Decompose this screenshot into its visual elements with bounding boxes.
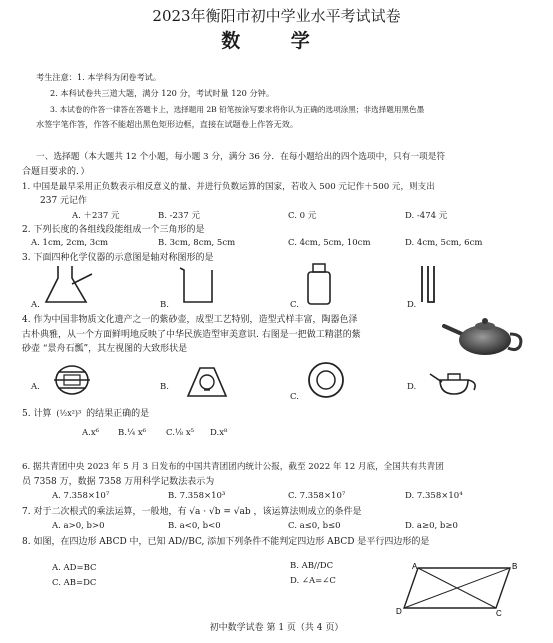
q8-option-d: D. ∠A=∠C	[290, 576, 336, 586]
q2-option-b: B. 3cm, 8cm, 5cm	[158, 238, 236, 248]
q8-option-b: B. AB//DC	[290, 561, 334, 571]
q3-label-b: B.	[160, 300, 169, 310]
q5-stem-expr: (½x²)³	[56, 409, 82, 418]
q7-stem: 7. 对于二次根式的乘法运算，一般地，有 √a · √b = √ab ，该运算法则成立的条件是	[22, 507, 362, 517]
q8-stem: 8. 如图，在四边形 ABCD 中，已知 AD//BC, 添加下列条件不能判定四边形 ABCD 是平行四边形的是	[22, 537, 430, 547]
q3-label-a: A.	[31, 300, 40, 310]
q5-stem-pre: 5. 计算	[22, 409, 52, 419]
q1-option-c: C. 0 元	[288, 211, 317, 221]
q2-stem: 2. 下列长度的各组线段能组成一个三角形的是	[22, 225, 205, 235]
q3-label-d: D.	[407, 300, 417, 310]
q3-label-c: C.	[290, 300, 299, 310]
q7-option-b: B. a<0, b<0	[168, 521, 221, 531]
q5-option-b: B.¼ x⁶	[118, 428, 147, 438]
q1-option-d: D. -474 元	[405, 211, 448, 221]
subject-title: 数 学	[221, 30, 332, 52]
q6-option-b: B. 7.358×10³	[168, 491, 226, 501]
q1-stem-a: 1. 中国是最早采用正负数表示相反意义的量、并进行负数运算的国家，若收入 500 元记作＋500 元，则支出	[22, 182, 435, 192]
q3-jar-figure	[304, 262, 334, 308]
q4-label-d: D.	[407, 382, 417, 392]
q6-stem-a: 6. 据共青团中央 2023 年 5 月 3 日发布的中国共青团团内统计公报，截至 2022 年 12 月底，全国共有共青团	[22, 462, 444, 472]
q6-stem-b: 员 7358 万，数据 7358 万用科学记数法表示为	[22, 477, 215, 487]
section-heading-a: 一、选择题（本大题共 12 个小题，每小题 3 分，满分 36 分．在每小题给出的四个选项中，只有一项是符	[36, 152, 446, 162]
q4-option-a-figure	[50, 362, 94, 398]
teapot-photo	[440, 310, 530, 360]
q2-option-c: C. 4cm, 5cm, 10cm	[288, 238, 371, 248]
exam-title: 2023年衡阳市初中学业水平考试试卷	[152, 7, 401, 25]
q7-option-a: A. a>0, b>0	[52, 521, 105, 531]
q6-option-d: D. 7.358×10⁴	[405, 491, 463, 501]
q5-stem-post: 的结果正确的是	[86, 409, 150, 419]
q3-beaker-figure	[178, 264, 218, 308]
q7-option-c: C. a≤0, b≤0	[288, 521, 341, 531]
q2-option-a: A. 1cm, 2cm, 3cm	[31, 238, 109, 248]
q3-tube-figure	[420, 264, 440, 304]
q4-option-c-figure	[306, 360, 346, 400]
q4-stem-a: 4. 作为中国非物质文化遗产之一的紫砂壶，成型工艺特别，造型式样丰富，陶器色泽	[22, 315, 358, 325]
q8-fig-label-b: B	[512, 562, 518, 571]
q1-option-b: B. -237 元	[158, 211, 200, 221]
q5-option-a: A.x⁶	[82, 428, 100, 438]
q4-label-a: A.	[31, 382, 40, 392]
q4-stem-c: 砂壶 “景舟石瓢”，其左视图的大致形状是	[22, 344, 188, 354]
note-3a: 3. 本试卷的作答一律答在答题卡上，选择题用 2B 铅笔按涂写要求将你认为正确的选项涂黑；非选择题用黑色墨	[50, 105, 425, 114]
q8-option-c: C. AB=DC	[52, 578, 97, 588]
q8-fig-label-a: A	[412, 562, 418, 571]
q4-stem-b: 古朴典雅，从一个方面鲜明地反映了中华民族造型审美意识. 右图是一把做工精湛的紫	[22, 330, 361, 340]
q6-option-c: C. 7.358×10⁷	[288, 491, 346, 501]
q8-fig-label-c: C	[496, 609, 502, 618]
q4-label-c: C.	[290, 392, 299, 402]
q5-option-c: C.⅛ x⁵	[166, 428, 195, 438]
q4-option-d-figure	[428, 364, 482, 398]
q8-quadrilateral-figure	[398, 560, 528, 616]
q1-stem-b: 237 元记作	[40, 196, 88, 206]
q3-stem: 3. 下面四种化学仪器的示意图是轴对称图形的是	[22, 253, 214, 263]
q8-fig-label-d: D	[396, 607, 402, 616]
note-intro: 考生注意：1. 本学科为闭卷考试。	[36, 72, 162, 82]
note-2: 2. 本科试卷共三道大题，满分 120 分，考试时量 120 分钟。	[50, 88, 275, 98]
q7-option-d: D. a≥0, b≥0	[405, 521, 458, 531]
page-footer: 初中数学试卷 第 1 页（共 4 页）	[209, 623, 344, 633]
q3-flask-figure	[40, 264, 100, 308]
q4-option-b-figure	[182, 362, 232, 400]
q6-option-a: A. 7.358×10⁷	[52, 491, 110, 501]
section-heading-b: 合题目要求的．）	[22, 167, 90, 177]
q5-stem-line	[22, 408, 149, 420]
note-3b: 水签字笔作答，作答不能超出黑色矩形边框，直接在试题卷上作答无效。	[36, 119, 299, 129]
q5-option-d: D.x⁸	[210, 428, 228, 438]
q4-label-b: B.	[160, 382, 169, 392]
q8-option-a: A. AD=BC	[52, 563, 97, 573]
q2-option-d: D. 4cm, 5cm, 6cm	[405, 238, 483, 248]
q1-option-a: A. ＋237 元	[72, 211, 120, 221]
